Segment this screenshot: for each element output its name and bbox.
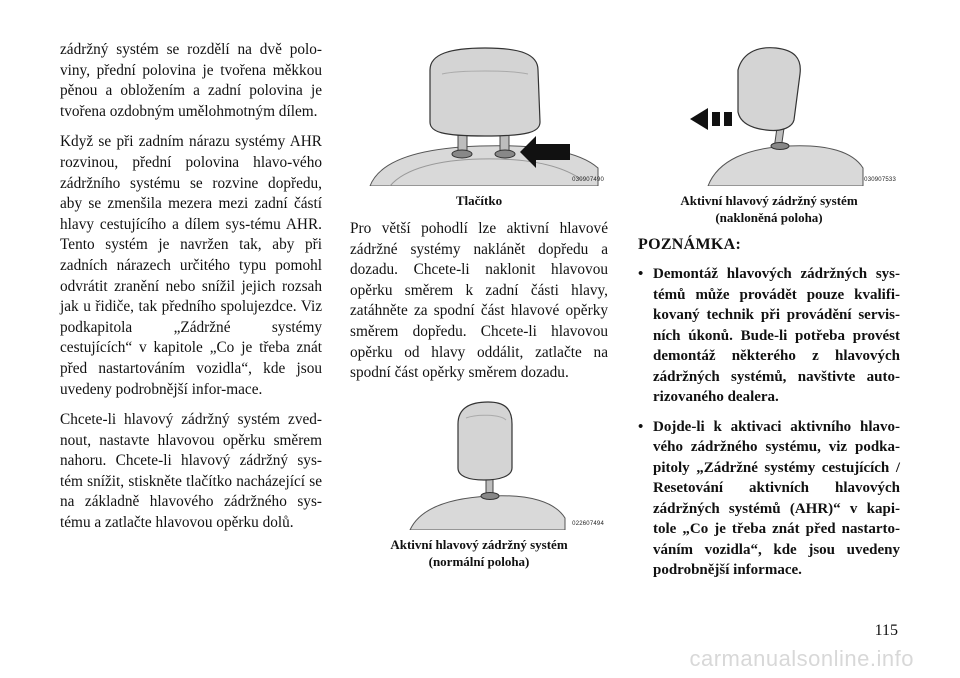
caption-line: Aktivní hlavový zádržný systém	[390, 536, 568, 552]
note-list	[638, 264, 900, 581]
paragraph: Chcete-li hlavový zádržný systém zved-nout, nastavte hlavovou opěrku směrem nahoru. Chcete-li hlavový zádržný sys-tém snížit, stiskněte tlačítko nacházející se na základně hlavového zádržného sys-tému a zatlačte hlavovou opěrku dolů.	[60, 411, 322, 532]
note-item: • Demontáž hlavových zádržných sys-témů může provádět pouze kvalifi-kovaný technik při provádění servis-ních úkonů. Bude-li potřeba provést demontáž některého z hlavových zádržných systémů, navštivte auto-rizovaného dealera.	[638, 264, 900, 408]
paragraph: zádržný systém se rozdělí na dvě polo-viny, přední polovina je tvořena měkkou pěnou a obložením a zadní polovina je tvořena ozdobným umělohmotným dílem.	[60, 41, 322, 120]
figure-code: 030907533	[864, 177, 896, 183]
watermark: carmanualsonline.info	[689, 646, 914, 671]
caption-line: (nakloněná poloha)	[715, 210, 823, 225]
headrest-button-illustration	[350, 40, 608, 186]
figure-caption	[350, 536, 608, 570]
caption-line: (normální poloha)	[428, 553, 530, 569]
figure-tilted-position	[638, 40, 900, 186]
note-heading: POZNÁMKA:	[638, 236, 742, 253]
figure-code: 030907490	[572, 177, 604, 183]
figure-caption	[638, 192, 900, 226]
page-number: 115	[874, 622, 898, 639]
paragraph: Pro větší pohodlí lze aktivní hlavové zádržné systémy naklánět dopředu a dozadu. Chcete-li naklonit hlavovou opěrku směrem k zadní části hlavy, zatáhněte za spodní část hlavové opěrky směrem dopředu. Chcete-li hlavovou opěrku od hlavy oddálit, zatlačte na spodní část opěrky směrem dozadu.	[350, 220, 608, 382]
figure-caption: Tlačítko	[455, 193, 503, 208]
paragraph: Když se při zadním nárazu systémy AHR rozvinou, přední polovina hlavo-vého zádržního systému se rozvine dopředu, aby se zmenšila mezera mezi zadní částí hlavy cestujícího a dílem sys-tému AHR. Tento systém je navržen tak, aby při zadních nárazech určitého typu pomohl odvrátit zranění nebo snížil jejich rozsah jak u řidiče, tak předního spolujezdce. Viz podkapitola „Zádržné systémy cestujících“ v kapitole „Co je třeba znát před nastartováním vozidla“, kde jsou uvedeny podrobnější infor-mace.	[60, 133, 322, 398]
figure-code: 022607494	[572, 520, 604, 527]
figure-normal-position	[350, 398, 608, 530]
headrest-normal-illustration	[350, 398, 608, 530]
figure-button-illustration	[350, 40, 608, 186]
left-column	[60, 40, 322, 544]
middle-column	[350, 40, 608, 580]
headrest-tilted-illustration	[638, 40, 900, 186]
caption-line: Aktivní hlavový zádržný systém	[680, 193, 858, 208]
right-column	[638, 40, 900, 590]
note-item: • Dojde-li k aktivaci aktivního hlavo-vého zádržného systému, viz podka-pitoly „Zádržné systémy cestujících / Resetování aktivních hlavových zádržných systémů (AHR)“ v kapi-tole „Co je třeba znát před nastarto-váním vozidla“, kde jsou uvedeny podrobnější informace.	[638, 417, 900, 581]
